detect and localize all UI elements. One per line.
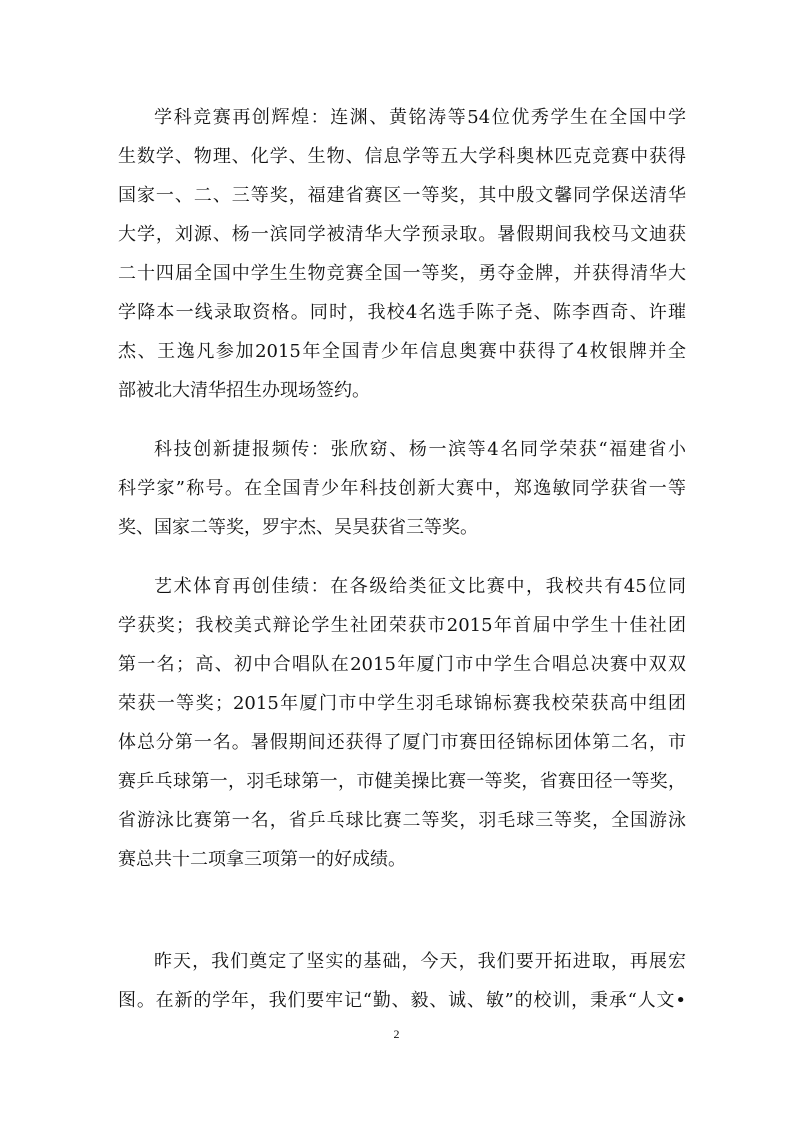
page-number: 2 (393, 1027, 400, 1041)
paragraph-line: 昨天，我们奠定了坚实的基础，今天，我们要开拓进取，再展宏 (154, 951, 686, 972)
paragraph-line: 大学，刘源、杨一滨同学被清华大学预录取。暑假期间我校马文迪获 (118, 224, 686, 245)
paragraph-line: 国家一、二、三等奖，福建省赛区一等奖，其中殷文馨同学保送清华 (118, 185, 686, 206)
paragraph-line: 荣获一等奖；2015年厦门市中学生羽毛球锦标赛我校荣获高中组团 (118, 693, 686, 714)
paragraph-line: 赛总共十二项拿三项第一的好成绩。 (118, 849, 406, 870)
paragraph-line: 二十四届全国中学生生物竞赛全国一等奖，勇夺金牌，并获得清华大 (118, 263, 686, 284)
paragraph-line: 学科竞赛再创辉煌：连渊、黄铭涛等54位优秀学生在全国中学 (154, 107, 686, 128)
paragraph-line: 学降本一线录取资格。同时，我校4名选手陈子尧、陈李酉奇、许璀 (118, 302, 686, 323)
paragraph-line: 生数学、物理、化学、生物、信息学等五大学科奥林匹克竞赛中获得 (118, 146, 686, 167)
paragraph-line: 部被北大清华招生办现场签约。 (118, 380, 370, 401)
paragraph-academic-competitions (118, 98, 686, 410)
paragraph-arts-sports (118, 567, 686, 879)
paragraph-line: 奖、国家二等奖，罗宇杰、吴昊获省三等奖。 (118, 517, 478, 538)
paragraph-line: 科技创新捷报频传：张欣窈、杨一滨等4名同学荣获“福建省小 (154, 439, 686, 460)
paragraph-line: 赛乒乓球第一，羽毛球第一，市健美操比赛一等奖，省赛田径一等奖， (118, 771, 686, 792)
paragraph-line: 图。在新的学年，我们要牢记“勤、毅、诚、敏”的校训，秉承“人文• (118, 990, 686, 1011)
paragraph-line: 体总分第一名。暑假期间还获得了厦门市赛田径锦标团体第二名，市 (118, 732, 686, 753)
paragraph-line: 杰、王逸凡参加2015年全国青少年信息奥赛中获得了4枚银牌并全 (118, 341, 686, 362)
paragraph-tech-innovation (118, 430, 686, 547)
paragraph-line: 第一名；高、初中合唱队在2015年厦门市中学生合唱总决赛中双双 (118, 654, 686, 675)
paragraph-line: 学获奖；我校美式辩论学生社团荣获市2015年首届中学生十佳社团 (118, 615, 686, 636)
paragraph-line: 省游泳比赛第一名，省乒乓球比赛二等奖，羽毛球三等奖，全国游泳 (118, 810, 686, 831)
paragraph-line: 科学家”称号。在全国青少年科技创新大赛中，郑逸敏同学获省一等 (118, 478, 686, 499)
paragraph-future-outlook (118, 942, 686, 1020)
paragraph-line: 艺术体育再创佳绩：在各级给类征文比赛中，我校共有45位同 (154, 576, 686, 597)
